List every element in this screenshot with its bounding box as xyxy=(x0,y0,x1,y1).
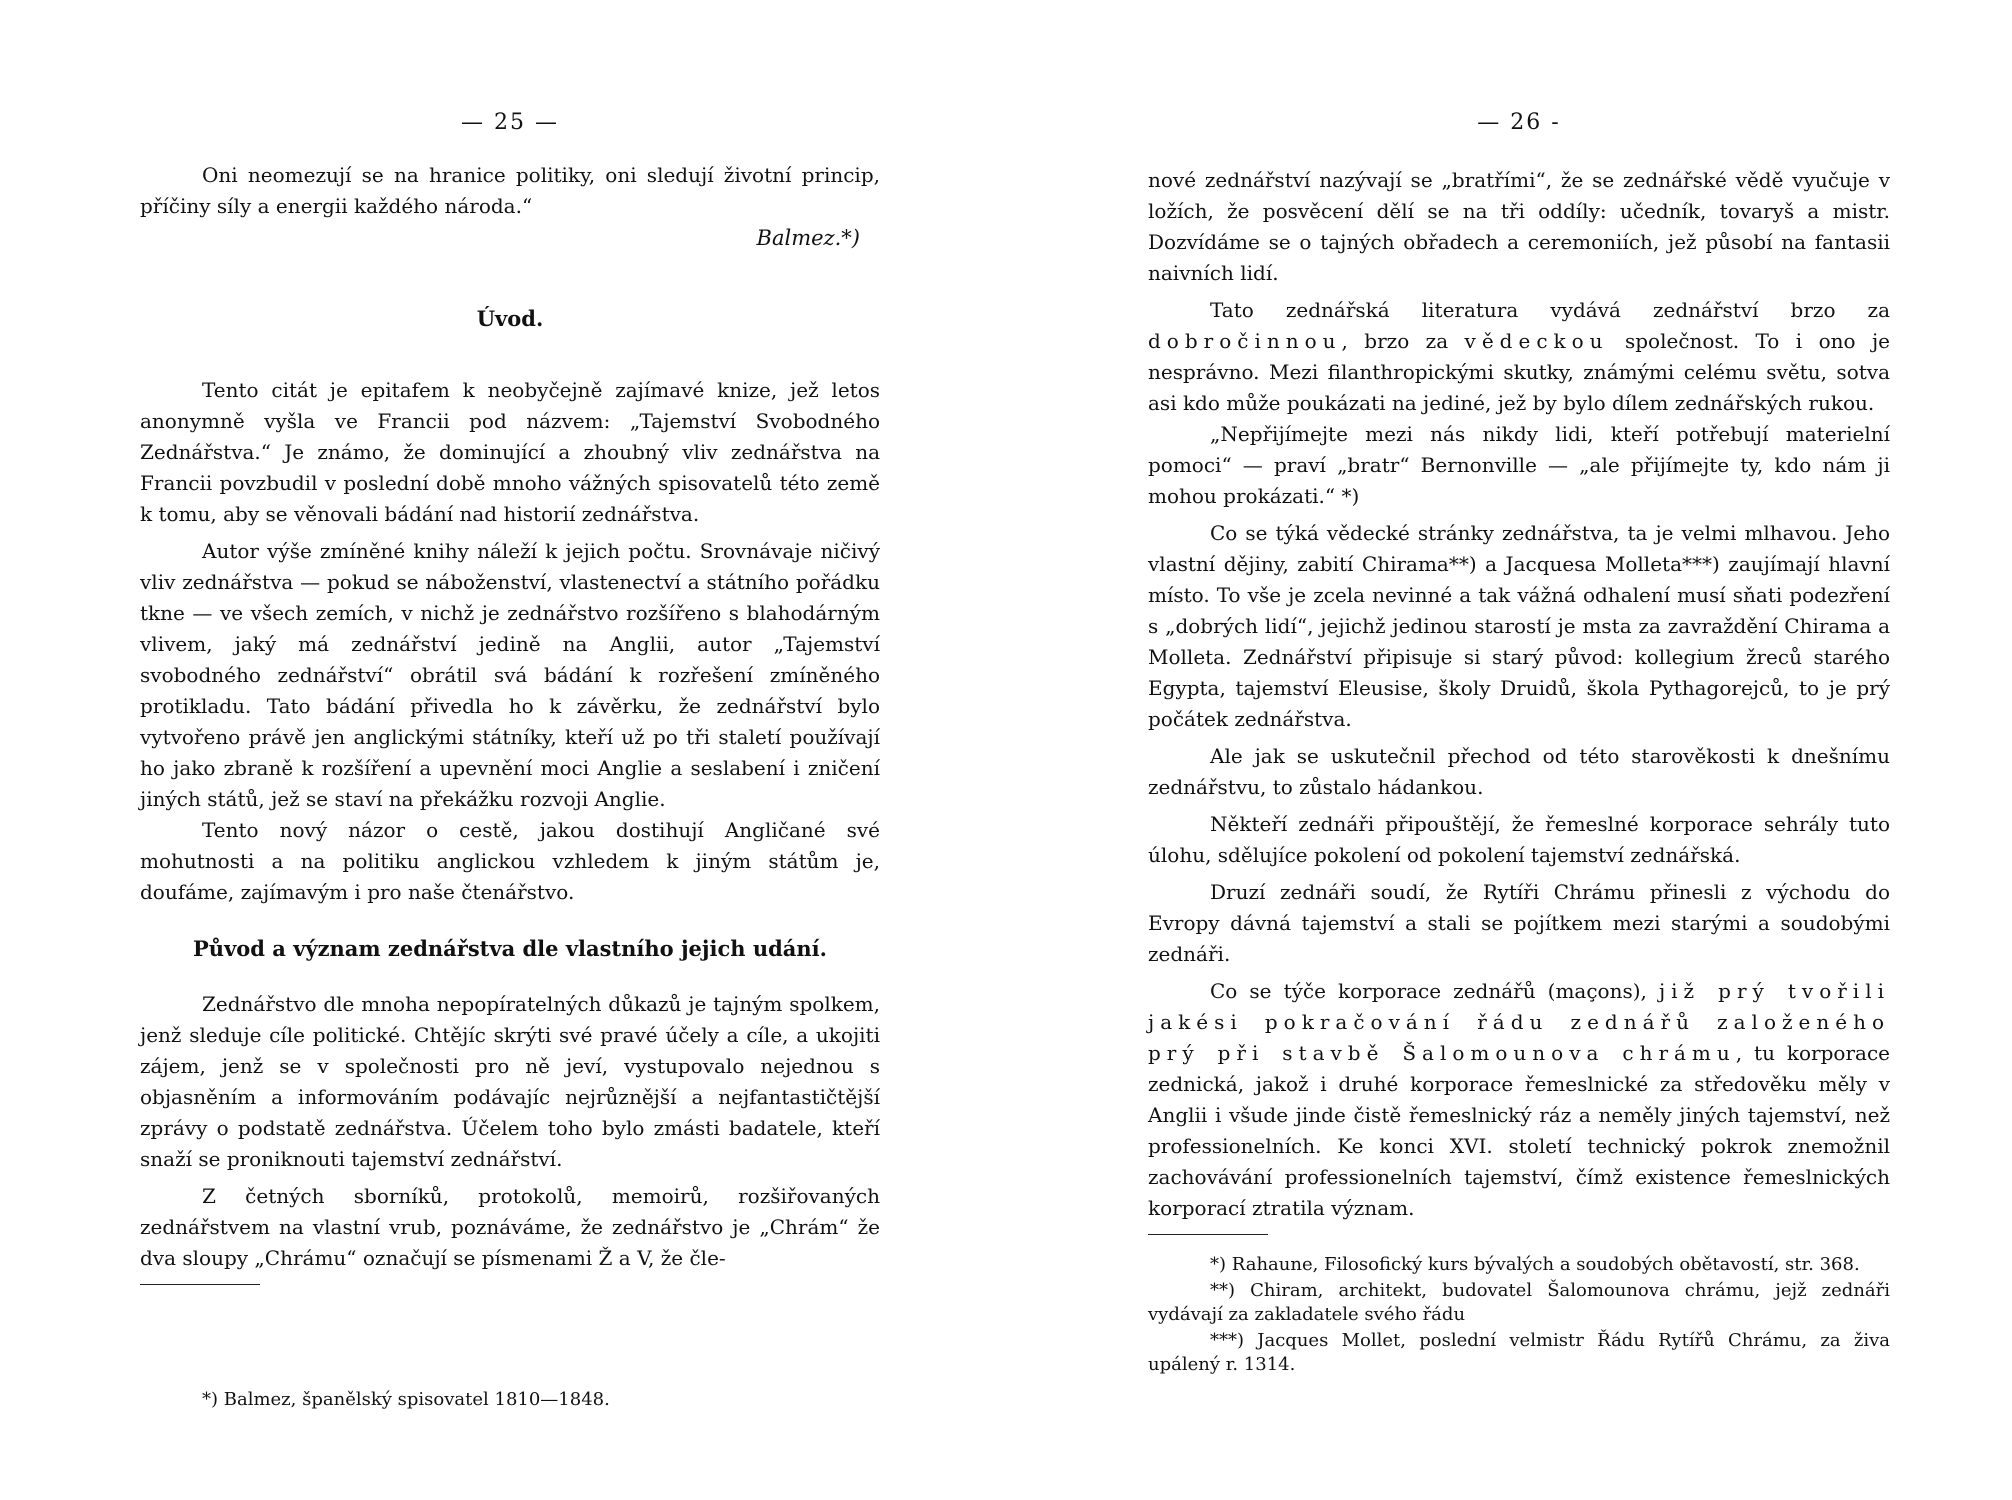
epigraph-signature: Balmez.*) xyxy=(756,226,860,250)
text-run: , brzo za xyxy=(1341,329,1449,353)
right-page-body xyxy=(1148,165,1890,1379)
heading-origin: Původ a význam zednářstva dle vlastního jejich udání. xyxy=(193,936,827,961)
spaced-emphasis: vědeckou xyxy=(1464,329,1609,353)
spaced-emphasis: dobročinnou xyxy=(1148,329,1342,353)
footnote: *) Rahaune, Filosofický kurs bývalých a soudobých obětavostí, str. 368. xyxy=(1210,1254,1860,1275)
page-number-left: — 25 — xyxy=(461,110,559,135)
text-run: Co se týče korporace zednářů (maçons), xyxy=(1210,979,1647,1003)
footnote: *) Balmez, španělský spisovatel 1810—1848. xyxy=(202,1389,610,1410)
footnote-rule xyxy=(140,1284,260,1285)
left-page-body xyxy=(140,160,880,1303)
left-footnote-block xyxy=(140,1388,880,1414)
paragraph: Tento citát je epitafem k neobyčejně zajímavé knize, jež letos anonymně vyšla ve Francii pod názvem: „Tajemství Svobodného Zednářstva.“ Je známo, že dominující a zhoubný vliv zednářstva na Francii povzbudil v poslední době mnoho vážných spisovatelů této země k tomu, aby se věnovali bádání nad historií zednářstva. xyxy=(140,378,880,526)
paragraph: Zednářstvo dle mnoha nepopíratelných důkazů je tajným spolkem, jenž sleduje cíle politické. Chtějíc skrýti své pravé účely a cíle, a ukojiti zájem, jenž se v společnosti pro ně jeví, vystupovalo nejednou s objasněním a informováním podávajíc nejrůznější a nejfantastičtější zprávy o podstatě zednářstva. Účelem toho bylo zmásti badatele, kteří snaží se proniknouti tajemství zednářství. xyxy=(140,992,880,1171)
footnote: ***) Jacques Mollet, poslední velmistr Řádu Rytířů Chrámu, za živa upálený r. 1314. xyxy=(1148,1330,1890,1375)
paragraph: Druzí zednáři soudí, že Rytíři Chrámu přinesli z východu do Evropy dávná tajemství a stali se pojítkem mezi starými a soudobými zednáři. xyxy=(1148,880,1890,966)
paragraph: Z četných sborníků, protokolů, memoirů, rozšiřovaných zednářstvem na vlastní vrub, poznáváme, že zednářstvo je „Chrám“ že dva sloupy „Chrámu“ označují se písmenami Ž a V, že čle- xyxy=(140,1184,880,1270)
footnote-rule xyxy=(1148,1234,1268,1235)
heading-intro: Úvod. xyxy=(476,306,544,331)
paragraph: nové zednářství nazývají se „bratřími“, že se zednářské vědě vyučuje v ložích, že posvěcení dělí se na tři oddíly: učedník, tovaryš a mistr. Dozvídáme se o tajných obřadech a ceremoniích, jež působí na fantasii naivních lidí. xyxy=(1148,168,1890,285)
text-run: Tato zednářská literatura vydává zednářství brzo za xyxy=(1210,298,1890,322)
footnote: **) Chiram, architekt, budovatel Šalomounova chrámu, jejž zednáři vydávají za zakladatele svého řádu xyxy=(1148,1280,1890,1325)
text-run: společnost. To i ono je nesprávno. Mezi filanthropickými skutky, známými celému světu, sotva asi kdo může poukázati na jediné, jež by bylo dílem zednářských rukou. xyxy=(1148,329,1890,415)
paragraph: Tento nový názor o cestě, jakou dostihují Angličané své mohutnosti a na politiku anglickou vzhledem k jiným státům je, doufáme, zajímavým i pro naše čtenářstvo. xyxy=(140,818,880,904)
spaced-emphasis: již prý tvořili jakési pokračování řádu zednářů založeného prý při stavbě Šalomounova chrámu xyxy=(1148,979,1890,1065)
paragraph: „Nepřijímejte mezi nás nikdy lidi, kteří potřebují materielní pomoci“ — praví „bratr“ Bernonville — „ale přijímejte ty, kdo nám ji mohou prokázati.“ *) xyxy=(1148,422,1890,508)
paragraph: Co se týká vědecké stránky zednářstva, ta je velmi mlhavou. Jeho vlastní dějiny, zabití Chirama**) a Jacquesa Molleta***) zaujímají hlavní místo. To vše je zcela nevinné a tak vážná odhalení musí sňati podezření s „dobrých lidí“, jejichž jedinou starostí je msta za zavraždění Chirama a Molleta. Zednářství připisuje si starý původ: kollegium žreců starého Egypta, tajemství Eleusise, školy Druidů, škola Pythagorejců, to je prý počátek zednářstva. xyxy=(1148,521,1890,731)
paragraph: Autor výše zmíněné knihy náleží k jejich počtu. Srovnávaje ničivý vliv zednářstva — pokud se náboženství, vlastenectví a státního pořádku tkne — ve všech zemích, v nichž je zednářstvo rozšířeno s blahodárným vlivem, jaký má zednářství jedině na Anglii, autor „Tajemství svobodného zednářství“ obrátil svá bádání k rozřešení zmíněného protikladu. Tato bádání přivedla ho k závěrku, že zednářství bylo vytvořeno právě jen anglickými státníky, kteří už po tři staletí používají ho jako zbraně k rozšíření a upevnění moci Anglie a seslabení i zničení jiných států, jež se staví na překážku rozvoji Anglie. xyxy=(140,539,880,811)
text-run: , tu korporace zednická, jakož i druhé korporace řemeslnické za středověku měly v Anglii i všude jinde čistě řemeslnický ráz a neměly jiných tajemství, než professionelních. Ke konci XVI. století technický pokrok znemožnil zachovávání professionelních tajemství, čímž existence řemeslnických korporací ztratila význam. xyxy=(1148,1041,1890,1220)
paragraph: Někteří zednáři připouštějí, že řemeslné korporace sehrály tuto úlohu, sdělujíce pokolení od pokolení tajemství zednářská. xyxy=(1148,812,1890,867)
paragraph: Ale jak se uskutečnil přechod od této starověkosti k dnešnímu zednářstvu, to zůstalo hádankou. xyxy=(1148,744,1890,799)
page-number-right: — 26 - xyxy=(1477,110,1561,135)
epigraph: Oni neomezují se na hranice politiky, oni sledují životní princip, příčiny síly a energii každého národa.“ xyxy=(140,163,880,218)
paragraph xyxy=(1148,295,1890,419)
paragraph xyxy=(1148,976,1890,1224)
